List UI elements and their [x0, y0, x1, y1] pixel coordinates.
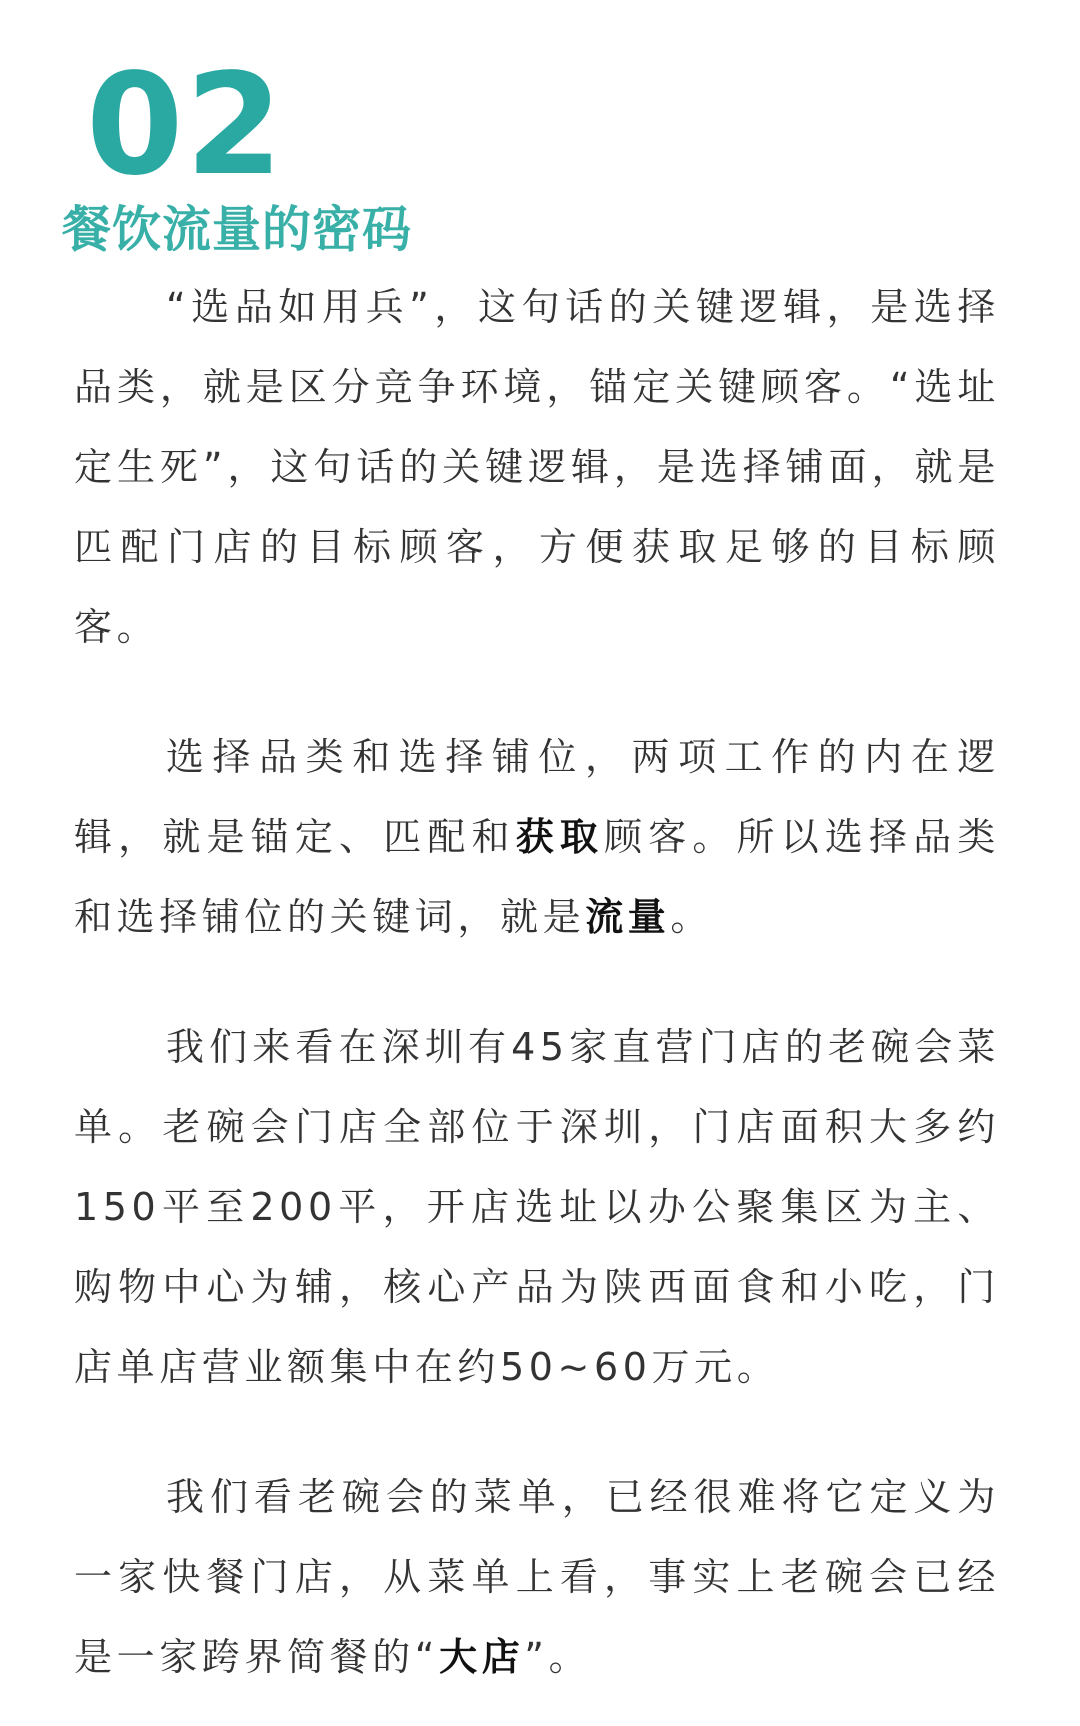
paragraph-2-text-a: 选择品类和选择铺位，两项工作的内在逻辑，就是锚定、匹配和: [74, 735, 1000, 859]
paragraph-4-text-a: 我们看老碗会的菜单，已经很难将它定义为一家快餐门店，从菜单上看，事实上老碗会已经是一家跨界简餐的“: [74, 1475, 1000, 1679]
article-body: [74, 267, 1000, 1697]
paragraph-3-text: 我们来看在深圳有45家直营门店的老碗会菜单。老碗会门店全部位于深圳，门店面积大多约150平至200平，开店选址以办公聚集区为主、购物中心为辅，核心产品为陕西面食和小吃，门店单店营业额集中在约50~60万元。: [74, 1025, 1000, 1389]
highlight-big-store: 大店: [439, 1635, 525, 1679]
section-title: 餐饮流量的密码: [62, 201, 413, 258]
paragraph-1: [74, 267, 1000, 667]
paragraph-1-text: “选品如用兵”，这句话的关键逻辑，是选择品类，就是区分竞争环境，锚定关键顾客。“选址定生死”，这句话的关键逻辑，是选择铺面，就是匹配门店的目标顾客，方便获取足够的目标顾客。: [74, 285, 1000, 649]
paragraph-3: [74, 1007, 1000, 1407]
paragraph-4-text-b: ”。: [524, 1635, 592, 1679]
highlight-acquire: 获取: [515, 815, 605, 859]
section-number: 02: [86, 44, 285, 207]
paragraph-2-text-b: 顾客。所以选择品类和选择铺位的关键词，就是: [74, 815, 1000, 939]
paragraph-2: [74, 717, 1000, 957]
highlight-traffic: 流量: [585, 895, 671, 939]
paragraph-4: [74, 1457, 1000, 1697]
paragraph-2-text-c: 。: [670, 895, 714, 939]
